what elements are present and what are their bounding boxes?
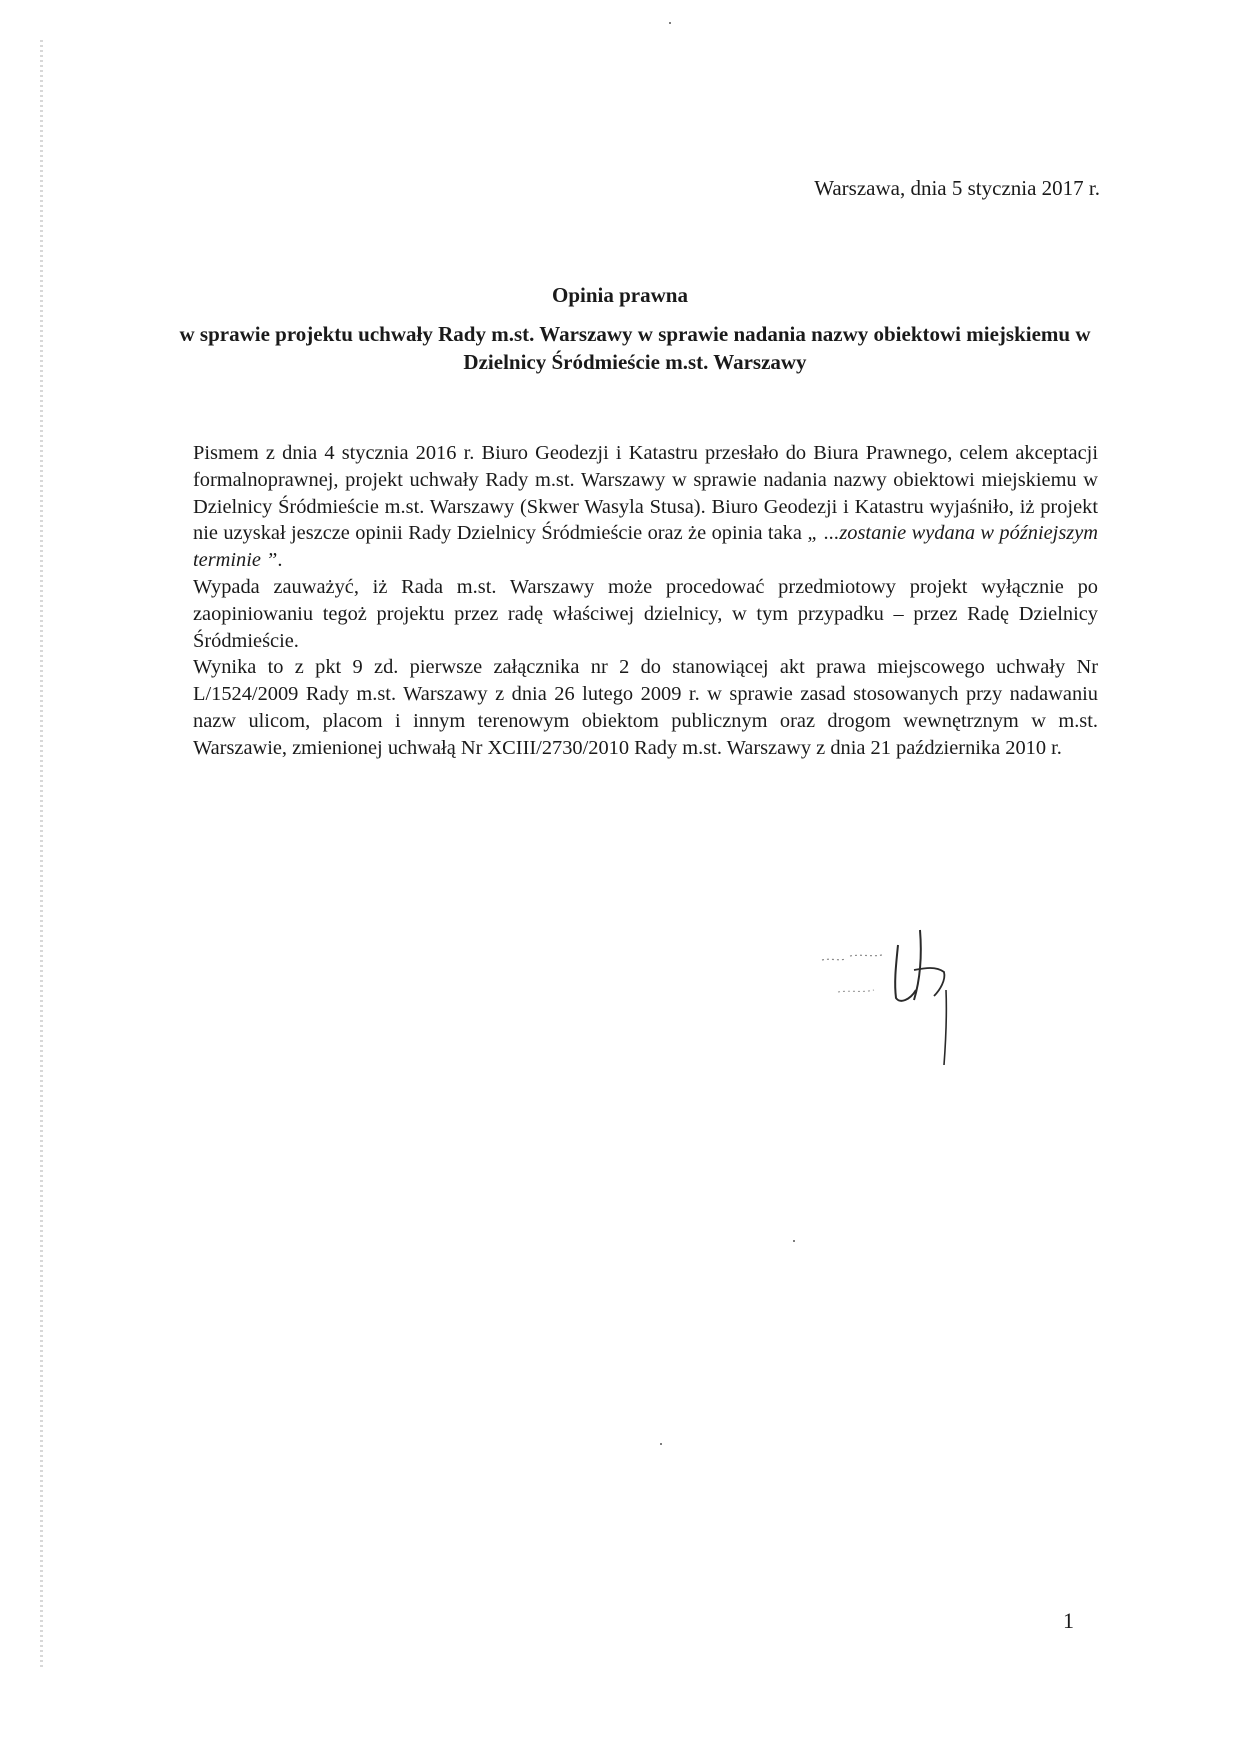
paragraph-1-quote: „ ...zostanie wydana w późniejszym terminie ” xyxy=(193,522,1098,572)
document-title: Opinia prawna xyxy=(552,283,688,307)
page-number: 1 xyxy=(1063,1608,1074,1633)
paragraph-1 xyxy=(193,440,1098,574)
scan-speck xyxy=(669,22,671,24)
paragraph-1-end: . xyxy=(277,549,283,572)
paragraph-3: Wynika to z pkt 9 zd. pierwsze załącznika nr 2 do stanowiącej akt prawa miejscowego uchwały Nr L/1524/2009 Rady m.st. Warszawy z dnia 26 lutego 2009 r. w sprawie zasad stosowanych przy nadawaniu nazw ulicom, placom i innym terenowym obiektom publicznym oraz drogom wewnętrznym w m.st. Warszawie, zmienionej uchwałą Nr XCIII/2730/2010 Rady m.st. Warszawy z dnia 21 października 2010 r. xyxy=(193,656,1098,759)
document-body xyxy=(193,440,1098,762)
handwritten-signature xyxy=(810,920,980,1080)
paragraph-1-text: Pismem z dnia 4 stycznia 2016 r. Biuro Geodezji i Katastru przesłało do Biura Prawnego, celem akceptacji formalnoprawnej, projekt uchwały Rady m.st. Warszawy w sprawie nadania nazwy obiektowi miejskiemu w Dzielnicy Śródmieście m.st. Warszawy (Skwer Wasyla Stusa). Biuro Geodezji i Katastru wyjaśniło, iż projekt nie uzyskał jeszcze opinii Rady Dzielnicy Śródmieście oraz że opinia taka xyxy=(193,442,1098,545)
document-subtitle: w sprawie projektu uchwały Rady m.st. Warszawy w sprawie nadania nazwy obiektowi miejskiemu w Dzielnicy Śródmieście m.st. Warszawy xyxy=(179,322,1091,374)
document-date: Warszawa, dnia 5 stycznia 2017 r. xyxy=(814,176,1100,200)
scan-speck xyxy=(660,1443,662,1445)
paragraph-2: Wypada zauważyć, iż Rada m.st. Warszawy może procedować przedmiotowy projekt wyłącznie po zaopiniowaniu tegoż projektu przez radę właściwej dzielnicy, w tym przypadku – przez Radę Dzielnicy Śródmieście. xyxy=(193,575,1098,652)
scan-speck xyxy=(793,1240,795,1242)
